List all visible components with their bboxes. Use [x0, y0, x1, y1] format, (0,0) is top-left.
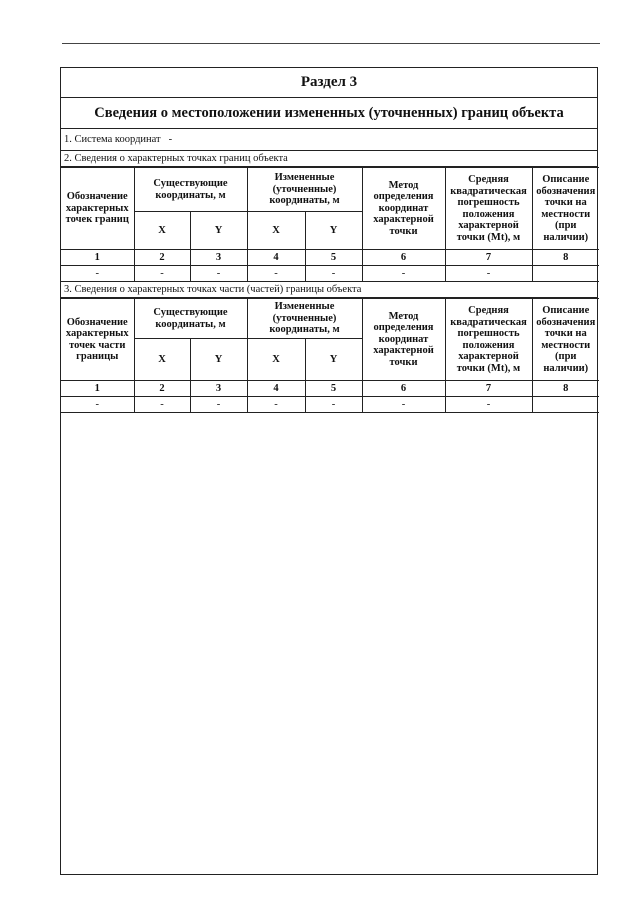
t1-table-row — [61, 266, 599, 282]
t1-header-existing: Существующие координаты, м — [134, 168, 247, 212]
t1-cell: - — [190, 266, 247, 282]
t1-cell: - — [362, 266, 445, 282]
t1-col-number: 4 — [247, 250, 305, 266]
t2-cell: - — [445, 397, 532, 413]
t2-cell: - — [305, 397, 362, 413]
t2-header-description: Описание обозначения точки на местности (при наличии) — [532, 299, 599, 381]
t2-cell: - — [190, 397, 247, 413]
t1-header-description: Описание обозначения точки на местности (при наличии) — [532, 168, 599, 250]
section-title: Раздел 3 — [61, 68, 597, 98]
t1-header-changed-x: X — [247, 212, 305, 250]
t2-header-changed: Измененные (уточненные) координаты, м — [247, 299, 362, 339]
t2-col-number: 5 — [305, 381, 362, 397]
table2 — [61, 298, 599, 413]
t1-col-number: 6 — [362, 250, 445, 266]
t1-header-designation: Обозначение характерных точек границ — [61, 168, 134, 250]
t1-cell: - — [61, 266, 134, 282]
t1-col-number: 8 — [532, 250, 599, 266]
t1-cell: - — [445, 266, 532, 282]
t1-header-method: Метод определения координат характерной точки — [362, 168, 445, 250]
t2-col-number: 8 — [532, 381, 599, 397]
t1-header-changed: Измененные (уточненные) координаты, м — [247, 168, 362, 212]
t2-col-number: 4 — [247, 381, 305, 397]
t2-number-row — [61, 381, 599, 397]
t1-col-number: 7 — [445, 250, 532, 266]
t2-cell: - — [134, 397, 190, 413]
t2-header-designation: Обозначение характерных точек части границы — [61, 299, 134, 381]
table2-caption: 3. Сведения о характерных точках части (частей) границы объекта — [61, 282, 597, 298]
coord-system-value: - — [168, 134, 173, 145]
t1-cell: - — [305, 266, 362, 282]
t1-col-number: 5 — [305, 250, 362, 266]
table1 — [61, 167, 599, 282]
t2-col-number: 6 — [362, 381, 445, 397]
t2-header-existing: Существующие координаты, м — [134, 299, 247, 339]
t2-header-method: Метод определения координат характерной точки — [362, 299, 445, 381]
section-frame — [60, 67, 598, 875]
t1-cell — [532, 266, 599, 282]
t1-col-number: 2 — [134, 250, 190, 266]
t2-col-number: 2 — [134, 381, 190, 397]
table1-caption: 2. Сведения о характерных точках границ объекта — [61, 151, 597, 167]
t2-table-row — [61, 397, 599, 413]
t2-header-changed-y: Y — [305, 339, 362, 381]
t2-header-error: Средняя квадратическая погрешность положения характерной точки (Mt), м — [445, 299, 532, 381]
t2-col-number: 1 — [61, 381, 134, 397]
t1-header-changed-y: Y — [305, 212, 362, 250]
coord-system-line — [61, 129, 597, 151]
t1-header-existing-y: Y — [190, 212, 247, 250]
t2-cell: - — [61, 397, 134, 413]
header-rule — [62, 43, 600, 44]
t1-number-row — [61, 250, 599, 266]
t2-cell: - — [247, 397, 305, 413]
t1-col-number: 1 — [61, 250, 134, 266]
t2-header-existing-y: Y — [190, 339, 247, 381]
t2-col-number: 7 — [445, 381, 532, 397]
t2-cell — [532, 397, 599, 413]
t1-cell: - — [134, 266, 190, 282]
t2-header-changed-x: X — [247, 339, 305, 381]
t1-cell: - — [247, 266, 305, 282]
coord-system-label: 1. Система координат — [64, 134, 161, 145]
t2-cell: - — [362, 397, 445, 413]
t1-header-error: Средняя квадратическая погрешность положения характерной точки (Mt), м — [445, 168, 532, 250]
t2-header-existing-x: X — [134, 339, 190, 381]
t1-header-existing-x: X — [134, 212, 190, 250]
t2-col-number: 3 — [190, 381, 247, 397]
t1-col-number: 3 — [190, 250, 247, 266]
document-title: Сведения о местоположении измененных (уточненных) границ объекта — [61, 98, 597, 129]
